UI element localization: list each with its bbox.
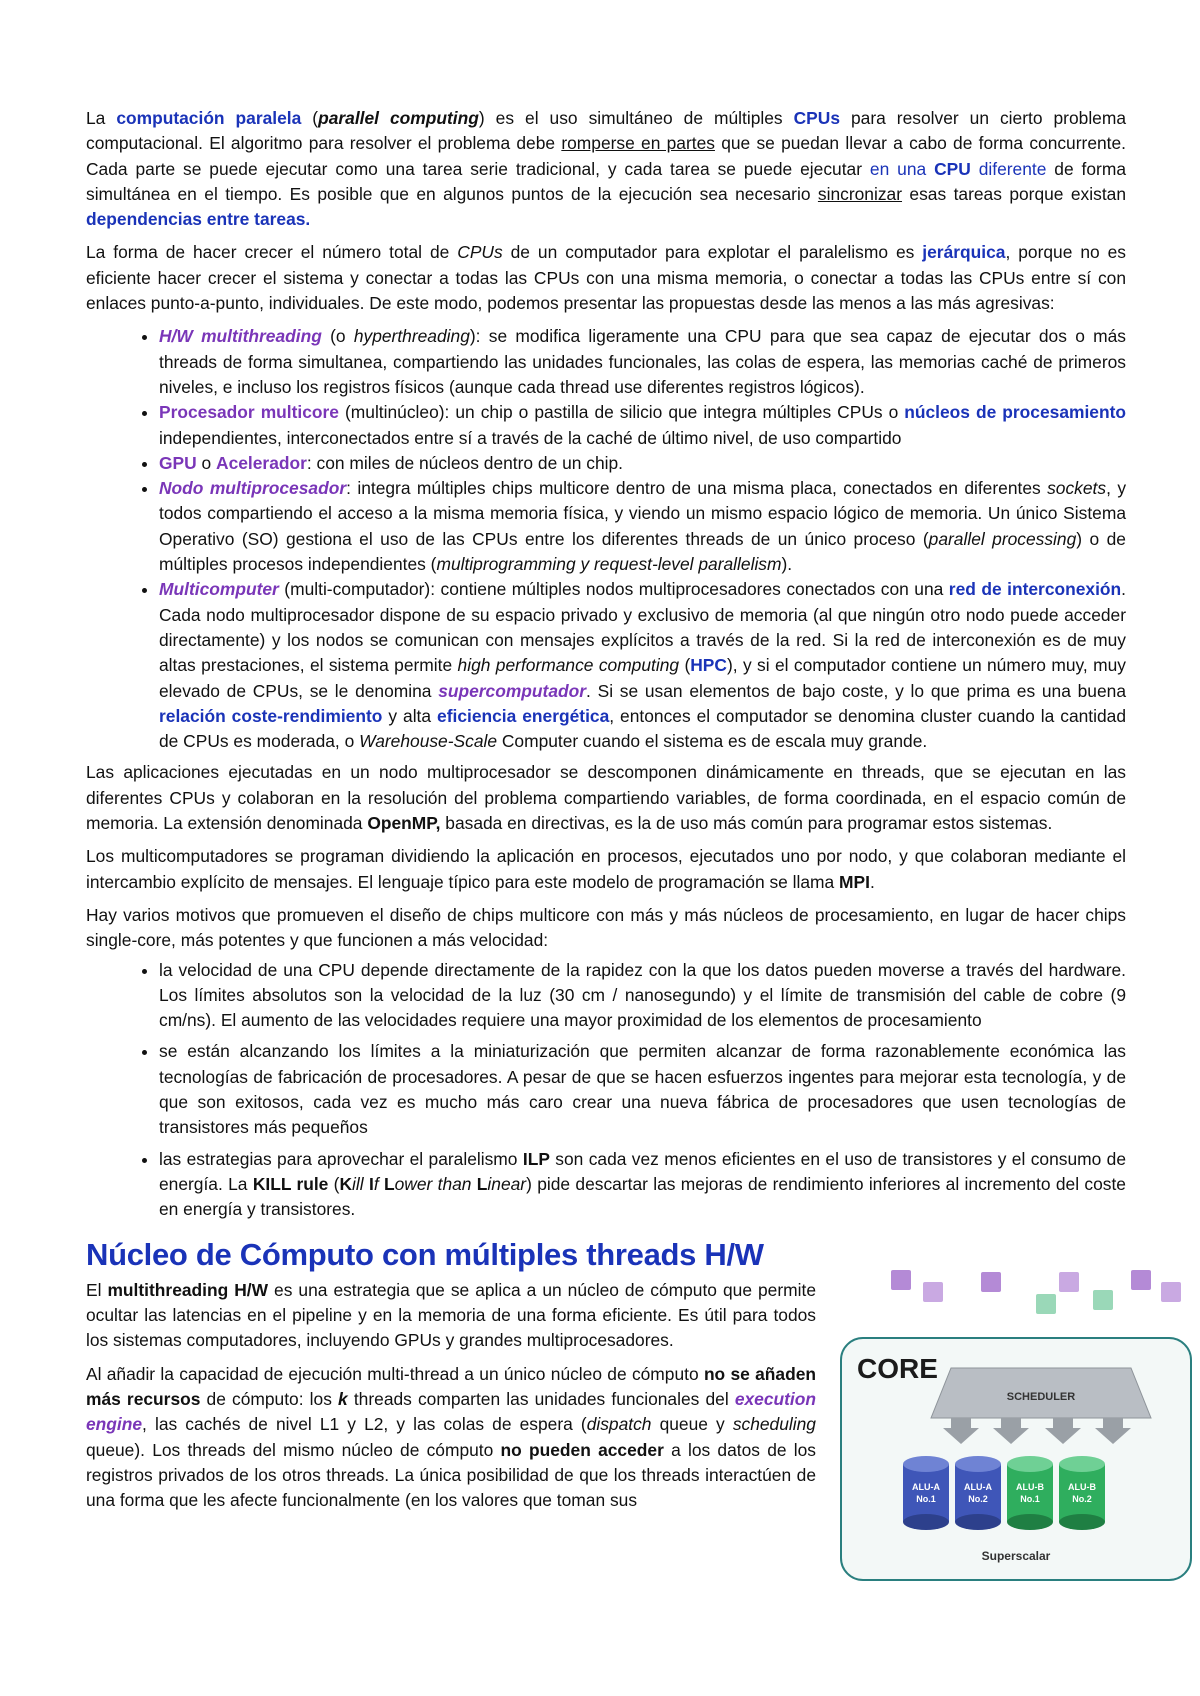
svg-text:ALU-A: ALU-A	[964, 1481, 992, 1492]
scheduler-label: SCHEDULER	[1006, 1390, 1076, 1403]
svg-text:ALU-B: ALU-B	[1016, 1481, 1044, 1492]
instruction-cube	[1036, 1294, 1056, 1314]
instruction-cube	[1131, 1270, 1151, 1290]
superscalar-core-figure	[831, 1268, 1200, 1588]
list-item-speed: • la velocidad de una CPU depende directamente de la rapidez con la que los datos pueden moverse a través del hardware. Los límites absolutos son la velocidad de la luz (30 cm / nanosegundo) y el límite de transmisión del cable de cobre (9 cm/ns). El aumento de las velocidades requiere una mayor proximidad de los elementos de procesamiento	[159, 958, 1126, 1034]
core-diagram	[831, 1268, 1200, 1588]
svg-text:ALU-B: ALU-B	[1068, 1481, 1096, 1492]
instruction-cube	[1093, 1290, 1113, 1310]
section-text-column	[86, 1278, 816, 1514]
list-item-multicomputer: • Multicomputer (multi-computador): contiene múltiples nodos multiprocesadores conectados con una red de interconexión. Cada nodo multiprocesador dispone de su espacio privado y exclusivo de memoria (al que ningún otro nodo puede acceder directamente) y los nodos se comunican con mensajes explícitos a través de la red. Si la red de interconexión es de muy altas prestaciones, el sistema permite high performance computing (HPC), y si el computador contiene un número muy, muy elevado de CPUs, se le denomina supercomputador. Si se usan elementos de bajo coste, y lo que prima es una buena relación coste-rendimiento y alta eficiencia energética, entonces el computador se denomina cluster cuando la cantidad de CPUs es moderada, o Warehouse-Scale Computer cuando el sistema es de escala muy grande.	[159, 577, 1126, 754]
instruction-cube	[981, 1272, 1001, 1292]
svg-text:No.1: No.1	[1020, 1493, 1040, 1504]
alu-cylinder	[903, 1456, 949, 1530]
svg-text:ALU-A: ALU-A	[912, 1481, 940, 1492]
multithreading-section	[86, 1278, 1126, 1563]
svg-text:No.2: No.2	[968, 1493, 988, 1504]
motives-paragraph: Hay varios motivos que promueven el diseño de chips multicore con más y más núcleos de procesamiento, en lugar de hacer chips single-core, más potentes y que funcionen a más velocidad:	[86, 904, 1126, 951]
mpi-paragraph: Los multicomputadores se programan dividiendo la aplicación en procesos, ejecutados uno por nodo, y que colaboran mediante el intercambio explícito de mensajes. El lenguaje típico para este modelo de programación se llama MPI.	[86, 846, 1126, 892]
instruction-cubes	[891, 1270, 1181, 1314]
section-heading: Núcleo de Cómputo con múltiples threads H/W	[86, 1237, 764, 1273]
svg-text:No.1: No.1	[916, 1493, 936, 1504]
document-body	[86, 106, 1127, 1563]
intro-paragraph: La computación paralela (parallel computing) es el uso simultáneo de múltiples CPUs para resolver un cierto problema computacional. El algoritmo para resolver el problema debe romperse en partes que se puedan llevar a cabo de forma concurrente. Cada parte se puede ejecutar como una tarea serie tradicional, y cada tarea se puede ejecutar en una CPU diferente de forma simultánea en el tiempo. Es posible que en algunos puntos de la ejecución sea necesario sincronizar esas tareas porque existan dependencias entre tareas.	[86, 108, 1127, 230]
alu-cylinder	[955, 1456, 1001, 1530]
motives-list	[86, 958, 1126, 1223]
alu-cylinder	[1007, 1456, 1053, 1530]
hierarchy-paragraph: La forma de hacer crecer el número total de CPUs de un computador para explotar el paralelismo es jerárquica, porque no es eficiente hacer crecer el sistema y conectar a todas las CPUs con una misma memoria, o conectar a todas las CPUs entre sí con enlaces punto-a-punto, individuales. De este modo, podemos presentar las propuestas desde las menos a las más agresivas:	[86, 242, 1126, 314]
instruction-cube	[1059, 1272, 1079, 1292]
superscalar-caption: Superscalar	[981, 1548, 1051, 1563]
list-item-nodo-multiprocesador: • Nodo multiprocesador: integra múltiples chips multicore dentro de una misma placa, conectados en diferentes sockets, y todos compartiendo el acceso a la misma memoria física, y viendo un mismo espacio lógico de memoria. Un único Sistema Operativo (SO) gestiona el uso de las CPUs entre los diferentes threads de un único proceso (parallel processing) o de múltiples procesos independientes (multiprogramming y request-level parallelism).	[159, 476, 1126, 577]
list-item-hw-multithreading: • H/W multithreading (o hyperthreading): se modifica ligeramente una CPU para que sea capaz de ejecutar dos o más threads de forma simultanea, compartiendo las unidades funcionales, las colas de espera, las memorias caché de primeros niveles, e incluso los registros físicos (aunque cada thread use diferentes registros lógicos).	[159, 324, 1126, 400]
instruction-cube	[1161, 1282, 1181, 1302]
core-label: CORE	[857, 1352, 938, 1384]
openmp-paragraph: Las aplicaciones ejecutadas en un nodo multiprocesador se descomponen dinámicamente en threads, que se ejecutan en las diferentes CPUs y colaboran en la resolución del problema compartiendo variables, de forma coordinada, en el espacio común de memoria. La extensión denominada OpenMP, basada en directivas, es la de uso más común para programar estos sistemas.	[86, 762, 1126, 834]
svg-text:No.2: No.2	[1072, 1493, 1092, 1504]
instruction-cube	[923, 1282, 943, 1302]
alu-cylinder	[1059, 1456, 1105, 1530]
multithreading-intro-paragraph: El multithreading H/W es una estrategia que se aplica a un núcleo de cómputo que permite ocultar las latencias en el pipeline y en la memoria de una forma eficiente. Es útil para todos los sistemas computadores, incluyendo GPUs y grandes multiprocesadores.	[86, 1279, 816, 1351]
parallel-proposals-list	[86, 324, 1126, 754]
list-item-gpu: • GPU o Acelerador: con miles de núcleos dentro de un chip.	[159, 451, 1126, 476]
list-item-ilp: • las estrategias para aprovechar el paralelismo ILP son cada vez menos eficientes en el uso de transistores y el consumo de energía. La KILL rule (Kill If Lower than Linear) pide descartar las mejoras de rendimiento inferiores al incremento del coste en energía y transistores.	[159, 1147, 1126, 1223]
instruction-cube	[891, 1270, 911, 1290]
list-item-miniaturization: • se están alcanzando los límites a la miniaturización que permiten alcanzar de forma razonablemente económica las tecnologías de fabricación de procesadores. A pesar de que se hacen esfuerzos ingentes para mejorar esta tecnología, y de que son exitosos, cada vez es mucho más caro crear una nueva fábrica de procesadores que usen tecnologías de transistores más pequeños	[159, 1039, 1126, 1140]
list-item-multicore: • Procesador multicore (multinúcleo): un chip o pastilla de silicio que integra múltiples CPUs o núcleos de procesamiento independientes, interconectados entre sí a través de la caché de último nivel, de uso compartido	[159, 400, 1126, 451]
multithreading-resources-paragraph: Al añadir la capacidad de ejecución multi-thread a un único núcleo de cómputo no se añaden más recursos de cómputo: los k threads comparten las unidades funcionales del execution engine, las cachés de nivel L1 y L2, y las colas de espera (dispatch queue y scheduling queue). Los threads del mismo núcleo de cómputo no pueden acceder a los datos de los registros privados de los otros threads. La única posibilidad de que los threads interactúen de una forma que les afecte funcionalmente (en los valores que toman sus	[86, 1363, 816, 1511]
